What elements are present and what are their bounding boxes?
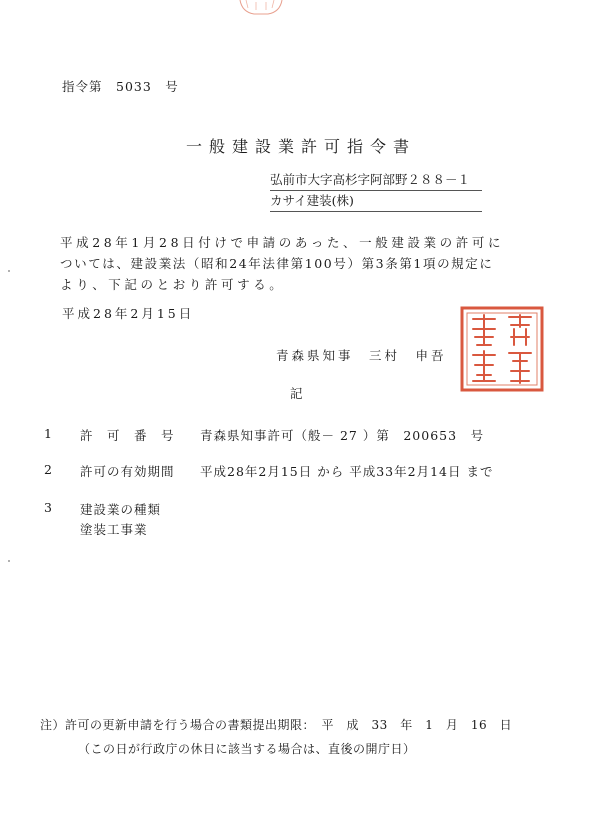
item-label: 許 可 番 号	[80, 428, 175, 443]
recipient-company: カサイ建装(株)	[270, 191, 482, 212]
recipient-block	[270, 170, 482, 212]
official-seal	[459, 305, 545, 393]
item-row	[0, 426, 595, 446]
item-value: 青森県知事許可（般－ 27 ）第 200653 号	[200, 428, 485, 443]
issue-date: 平成28年2月15日	[62, 306, 195, 321]
item-number: 1	[44, 426, 52, 441]
ki-heading: 記	[290, 386, 303, 401]
item-number: 3	[44, 500, 52, 515]
document-number: 指令第 5033 号	[62, 79, 179, 94]
item-label: 建設業の種類	[80, 502, 162, 517]
document-title: 一般建設業許可指令書	[186, 137, 417, 156]
item-value: 塗装工事業	[80, 522, 148, 537]
renewal-note-sub: （この日が行政庁の休日に該当する場合は、直後の開庁日）	[78, 742, 416, 756]
binder-mark	[8, 270, 10, 272]
body-line: より、下記のとおり許可する。	[60, 277, 286, 292]
item-row	[0, 500, 595, 544]
item-value: 平成28年2月15日 から 平成33年2月14日 まで	[200, 464, 494, 479]
item-label: 許可の有効期間	[80, 464, 175, 479]
body-line: 平成28年1月28日付けで申請のあった、一般建設業の許可に	[60, 235, 505, 250]
binder-mark	[8, 560, 10, 562]
recipient-address: 弘前市大字高杉字阿部野２８８－１	[270, 170, 482, 191]
top-stamp-fragment	[236, 0, 286, 16]
body-text	[60, 232, 554, 295]
body-line: ついては、建設業法（昭和24年法律第100号）第3条第1項の規定に	[60, 256, 494, 271]
item-row	[0, 462, 595, 482]
signer: 青森県知事 三村 申吾	[276, 348, 447, 363]
renewal-note: 注）許可の更新申請を行う場合の書類提出期限： 平 成 33 年 1 月 16 日	[40, 718, 513, 732]
item-number: 2	[44, 462, 52, 477]
